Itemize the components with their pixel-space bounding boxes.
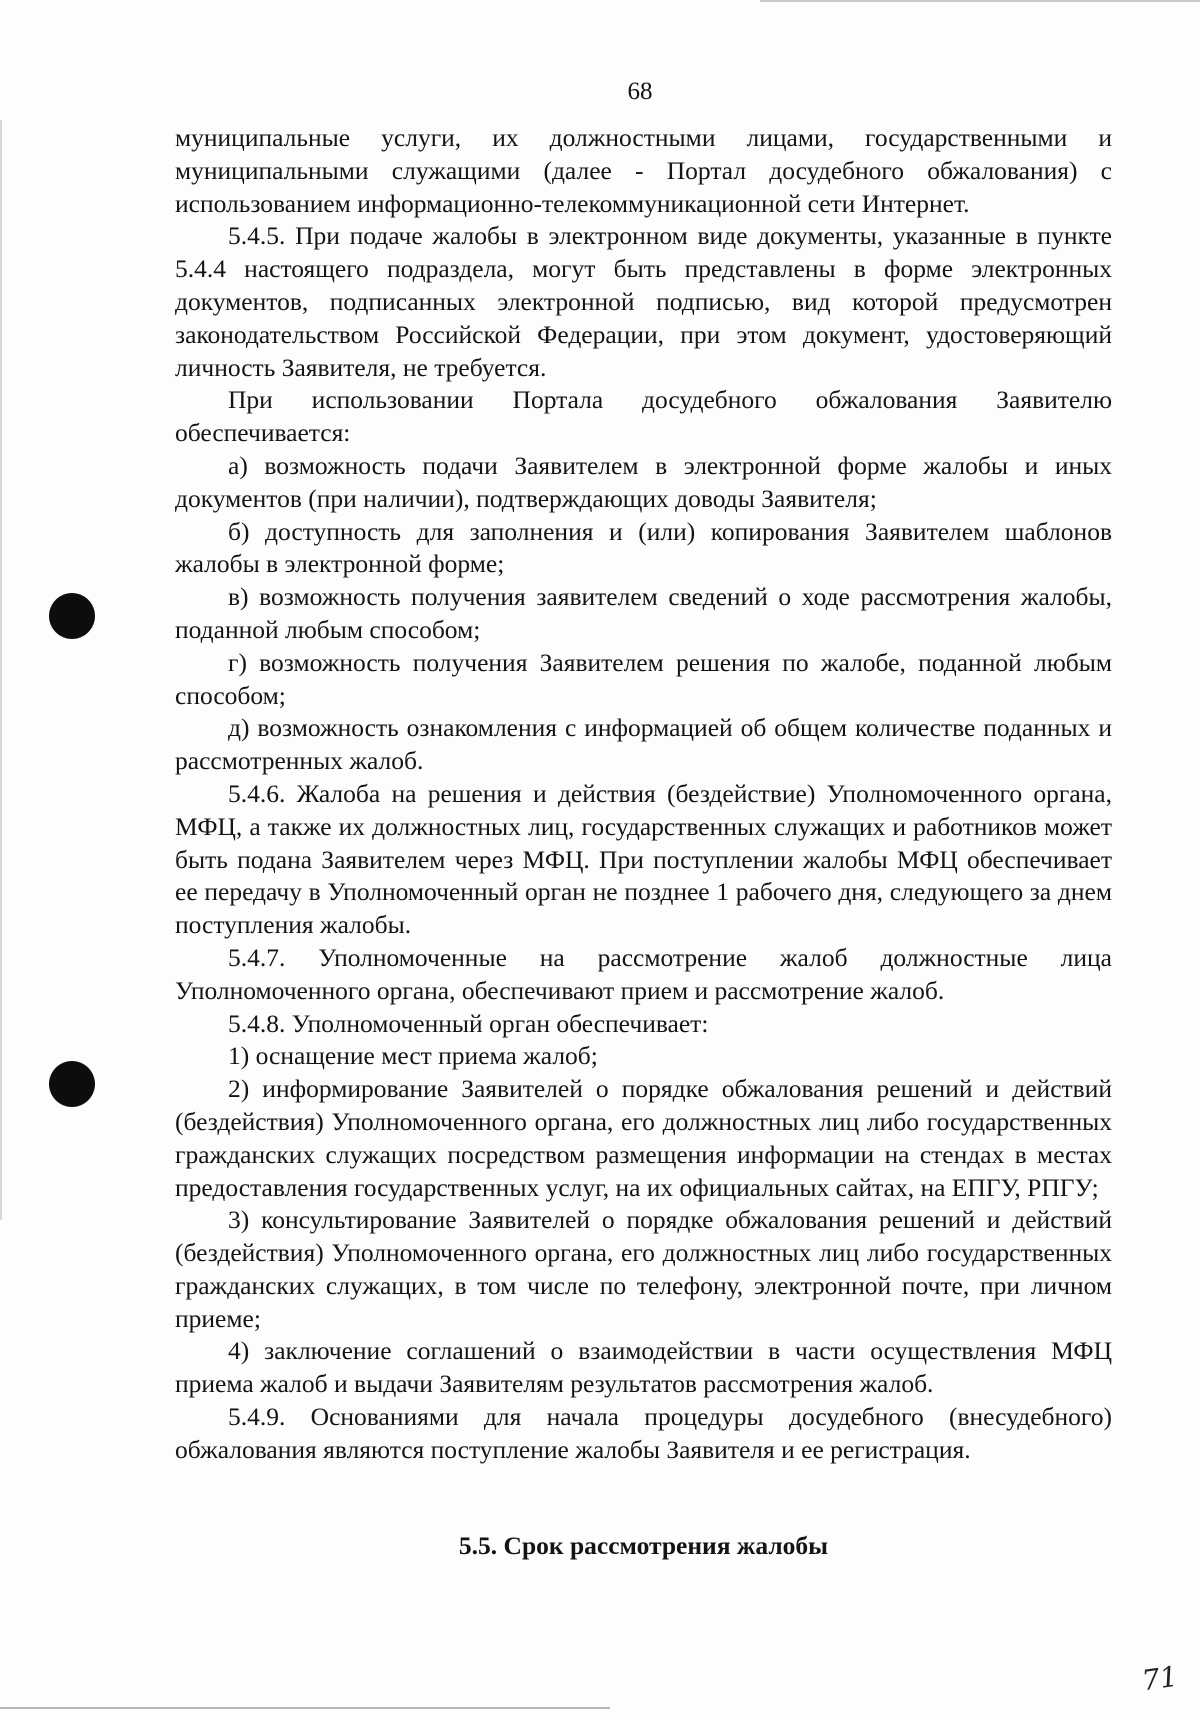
- punch-hole-icon: [49, 593, 95, 639]
- paragraph: При использовании Портала досудебного обжалования Заявителю обеспечивается:: [175, 385, 1112, 448]
- body-text: [175, 122, 1112, 1467]
- handwritten-page-mark: 71: [1140, 1659, 1181, 1698]
- paragraph: 5.4.8. Уполномоченный орган обеспечивает:: [228, 1008, 709, 1038]
- paragraph: 5.4.7. Уполномоченные на рассмотрение жалоб должностные лица Уполномоченного органа, обеспечивают прием и рассмотрение жалоб.: [175, 942, 1112, 1005]
- list-item: 2) информирование Заявителей о порядке обжалования решений и действий (бездействия) Уполномоченного органа, его должностных лиц либо государственных гражданских служащих посредством размещения информации на стендах в местах предоставления государственных услуг, на их официальных сайтах, на ЕПГУ, РПГУ;: [175, 1074, 1112, 1202]
- list-item: б) доступность для заполнения и (или) копирования Заявителем шаблонов жалобы в электронной форме;: [175, 516, 1112, 579]
- scan-edge-bottom: [0, 1707, 610, 1709]
- paragraph: муниципальные услуги, их должностными лицами, государственными и муниципальными служащими (далее - Портал досудебного обжалования) с использованием информационно-телекоммуникационной сети Интернет.: [175, 123, 1112, 218]
- scan-edge-left: [0, 120, 2, 1220]
- list-item: 3) консультирование Заявителей о порядке обжалования решений и действий (бездействия) Уполномоченного органа, его должностных лиц либо государственных гражданских служащих, в том числе по телефону, электронной почте, при личном приеме;: [175, 1205, 1112, 1333]
- list-item: а) возможность подачи Заявителем в электронной форме жалобы и иных документов (при наличии), подтверждающих доводы Заявителя;: [175, 450, 1112, 513]
- list-item: 1) оснащение мест приема жалоб;: [228, 1041, 598, 1071]
- paragraph: 5.4.9. Основаниями для начала процедуры досудебного (внесудебного) обжалования являются поступление жалобы Заявителя и ее регистрация.: [175, 1402, 1112, 1464]
- scan-edge-top: [760, 0, 1200, 2]
- punch-hole-icon: [49, 1061, 95, 1107]
- paragraph: 5.4.5. При подаче жалобы в электронном виде документы, указанные в пункте 5.4.4 настоящего подраздела, могут быть представлены в форме электронных документов, подписанных электронной подписью, вид которой предусмотрен законодательством Российской Федерации, при этом документ, удостоверяющий личность Заявителя, не требуется.: [175, 221, 1112, 382]
- paragraph: 5.4.6. Жалоба на решения и действия (бездействие) Уполномоченного органа, МФЦ, а также их должностных лиц, государственных служащих и работников может быть подана Заявителем через МФЦ. При поступлении жалобы МФЦ обеспечивает ее передачу в Уполномоченный орган не позднее 1 рабочего дня, следующего за днем поступления жалобы.: [175, 778, 1112, 940]
- list-item: 4) заключение соглашений о взаимодействии в части осуществления МФЦ приема жалоб и выдачи Заявителям результатов рассмотрения жалоб.: [175, 1336, 1112, 1399]
- list-item: г) возможность получения Заявителем решения по жалобе, поданной любым способом;: [175, 647, 1112, 710]
- page-number: 68: [627, 78, 653, 105]
- list-item: в) возможность получения заявителем сведений о ходе рассмотрения жалобы, поданной любым способом;: [175, 582, 1112, 644]
- list-item: д) возможность ознакомления с информацией об общем количестве поданных и рассмотренных жалоб.: [175, 713, 1112, 776]
- section-heading: 5.5. Срок рассмотрения жалобы: [458, 1531, 829, 1560]
